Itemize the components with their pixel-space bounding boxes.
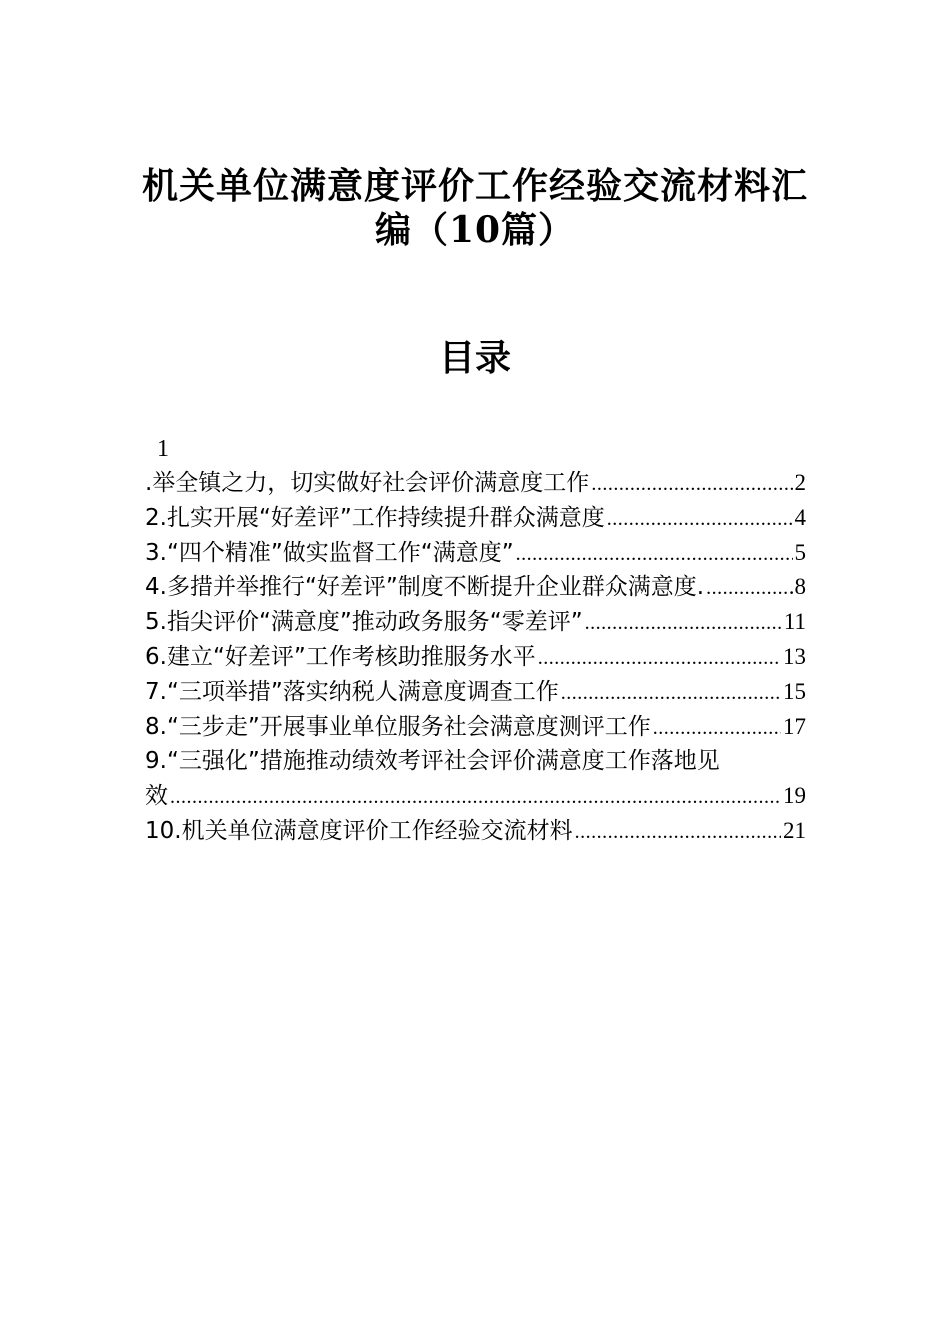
toc-entry[interactable]	[145, 710, 806, 745]
toc-entry-wrapped-line-2[interactable]	[145, 779, 806, 814]
toc-dot-leader	[561, 676, 781, 711]
toc-dot-leader	[516, 537, 793, 572]
toc-first-entry-number: 1	[157, 436, 169, 462]
toc-dot-leader	[170, 780, 781, 815]
toc-entry[interactable]	[145, 570, 806, 605]
toc-entry[interactable]	[145, 640, 806, 675]
toc-entry-page: 21	[783, 817, 806, 843]
document-title-line-2: 编（10篇）	[374, 209, 576, 251]
toc-entry-page: 13	[783, 643, 806, 669]
toc-entry-page: 5	[794, 539, 806, 565]
toc-entry[interactable]	[145, 814, 806, 849]
toc-entry-page: 4	[794, 504, 806, 530]
toc-entry-title: .举全镇之力，切实做好社会评价满意度工作	[145, 470, 590, 496]
toc-dot-leader	[591, 467, 792, 502]
toc-entry[interactable]	[145, 466, 806, 501]
toc-dot-leader	[575, 815, 781, 850]
document-title-line-1: 机关单位满意度评价工作经验交流材料汇	[141, 165, 808, 207]
toc-entry-title: 7.“三项举措”落实纳税人满意度调查工作	[145, 678, 559, 705]
toc-entry[interactable]	[145, 501, 806, 536]
toc-heading: 目录	[438, 337, 511, 379]
toc-entry-title: 9.“三强化”措施推动绩效考评社会评价满意度工作落地见	[145, 748, 720, 775]
toc-entry-title: 5.指尖评价“满意度”推动政务服务“零差评”	[145, 609, 583, 636]
toc-entry-title: 4.多措并举推行“好差评”制度不断提升企业群众满意度.	[145, 574, 705, 601]
toc-dot-leader	[538, 641, 781, 676]
toc-entry-title: 2.扎实开展“好差评”工作持续提升群众满意度	[145, 504, 605, 531]
toc-entry-title: 6.建立“好差评”工作考核助推服务水平	[145, 643, 536, 670]
toc-entry[interactable]	[145, 605, 806, 640]
toc-entry-title: 8.“三步走”开展事业单位服务社会满意度测评工作	[145, 713, 651, 740]
toc-entry-page: 19	[783, 783, 806, 809]
toc-entry-title: 10.机关单位满意度评价工作经验交流材料	[145, 817, 573, 844]
toc-entry-page: 11	[783, 609, 806, 635]
toc-dot-leader	[653, 711, 781, 746]
toc-dot-leader	[585, 606, 782, 641]
toc-entry-page: 17	[783, 713, 806, 739]
toc-dot-leader	[607, 502, 793, 537]
toc-entry-title-continued: 效	[145, 783, 168, 810]
toc-entry-page: 2	[794, 470, 806, 495]
table-of-contents	[145, 432, 806, 849]
toc-entry-page: .8	[788, 574, 806, 600]
toc-entry-title: 3.“四个精准”做实监督工作“满意度”	[145, 539, 514, 566]
toc-dot-leader	[706, 571, 787, 606]
toc-entry[interactable]	[145, 536, 806, 571]
toc-entry-wrapped-line-1[interactable]	[145, 744, 806, 779]
toc-entry-page: 15	[783, 678, 806, 704]
toc-entry[interactable]	[145, 675, 806, 710]
